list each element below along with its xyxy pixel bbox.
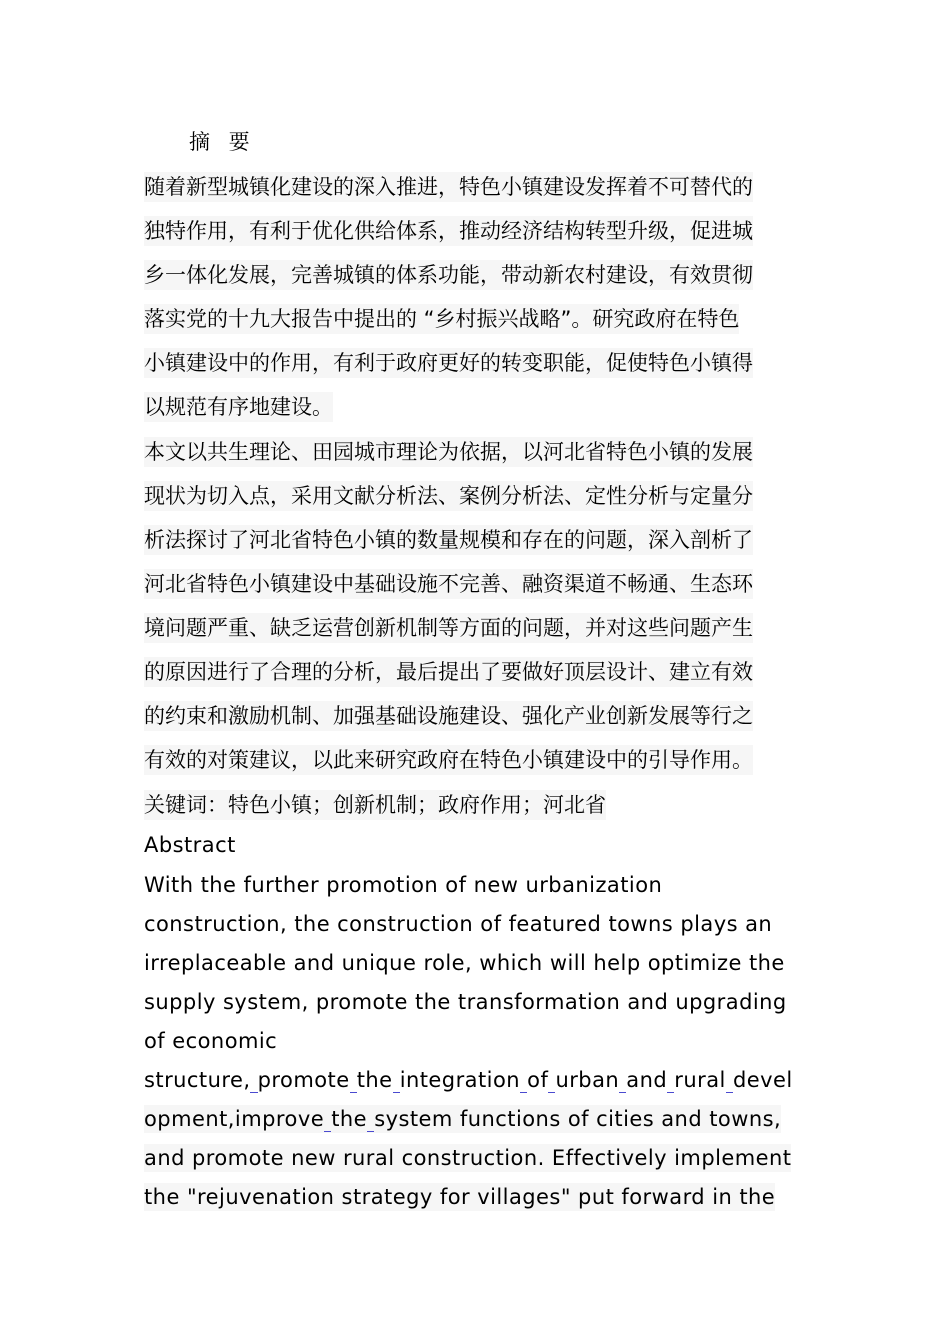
en-text: integration <box>399 1068 521 1092</box>
cn-abstract-line: 以规范有序地建设。 <box>144 392 333 422</box>
cn-abstract-line: 的原因进行了合理的分析，最后提出了要做好顶层设计、建立有效 <box>144 657 753 687</box>
en-abstract-line: irreplaceable and unique role, which will help optimize the <box>144 951 785 975</box>
en-abstract-line: construction, the construction of featured towns plays an <box>144 912 773 936</box>
en-text: of <box>527 1068 549 1092</box>
en-abstract-line <box>144 1066 793 1094</box>
cn-abstract-line: 境问题严重、缺乏运营创新机制等方面的问题，并对这些问题产生 <box>144 613 753 643</box>
en-text: the <box>331 1107 368 1131</box>
cn-abstract-line: 有效的对策建议，以此来研究政府在特色小镇建设中的引导作用。 <box>144 745 753 775</box>
en-text: and <box>626 1068 668 1092</box>
cn-abstract-line: 本文以共生理论、田园城市理论为依据，以河北省特色小镇的发展 <box>144 437 753 467</box>
en-abstract-line: supply system, promote the transformation and upgrading <box>144 990 787 1014</box>
en-abstract-line: the "rejuvenation strategy for villages" put forward in the <box>144 1185 776 1209</box>
en-abstract-line <box>144 1105 781 1133</box>
en-text: the <box>356 1068 393 1092</box>
en-underlined-space <box>350 1068 357 1093</box>
en-text: system functions of cities and towns, <box>374 1107 782 1131</box>
cn-keywords: 关键词：特色小镇；创新机制；政府作用；河北省 <box>144 790 606 820</box>
cn-abstract-line: 落实党的十九大报告中提出的 “乡村振兴战略”。研究政府在特色 <box>144 304 739 334</box>
en-abstract-line: With the further promotion of new urbanization <box>144 873 663 897</box>
en-text: rural <box>674 1068 726 1092</box>
abstract-heading-en: Abstract <box>144 833 236 857</box>
cn-abstract-line: 独特作用，有利于优化供给体系，推动经济结构转型升级，促进城 <box>144 216 753 246</box>
cn-abstract-line: 的约束和激励机制、加强基础设施建设、强化产业创新发展等行之 <box>144 701 753 731</box>
cn-abstract-line: 小镇建设中的作用，有利于政府更好的转变职能，促使特色小镇得 <box>144 348 753 378</box>
abstract-heading-cn: 摘 要 <box>189 130 256 154</box>
en-text: devel <box>732 1068 793 1092</box>
cn-abstract-line: 乡一体化发展，完善城镇的体系功能，带动新农村建设，有效贯彻 <box>144 260 753 290</box>
cn-abstract-line: 河北省特色小镇建设中基础设施不完善、融资渠道不畅通、生态环 <box>144 569 753 599</box>
cn-abstract-line: 现状为切入点，采用文献分析法、案例分析法、定性分析与定量分 <box>144 481 753 511</box>
cn-abstract-line: 析法探讨了河北省特色小镇的数量规模和存在的问题，深入剖析了 <box>144 525 753 555</box>
en-text: structure, <box>144 1068 251 1092</box>
en-underlined-space <box>393 1068 400 1093</box>
en-underlined-space <box>726 1068 733 1093</box>
en-abstract-line: and promote new rural construction. Effectively implement <box>144 1146 792 1170</box>
en-text: promote <box>257 1068 350 1092</box>
en-text: urban <box>555 1068 620 1092</box>
en-abstract-line: of economic <box>144 1029 278 1053</box>
en-underlined-space <box>250 1068 257 1093</box>
cn-abstract-line: 随着新型城镇化建设的深入推进，特色小镇建设发挥着不可替代的 <box>144 172 753 202</box>
en-text: opment,improve <box>144 1107 325 1131</box>
